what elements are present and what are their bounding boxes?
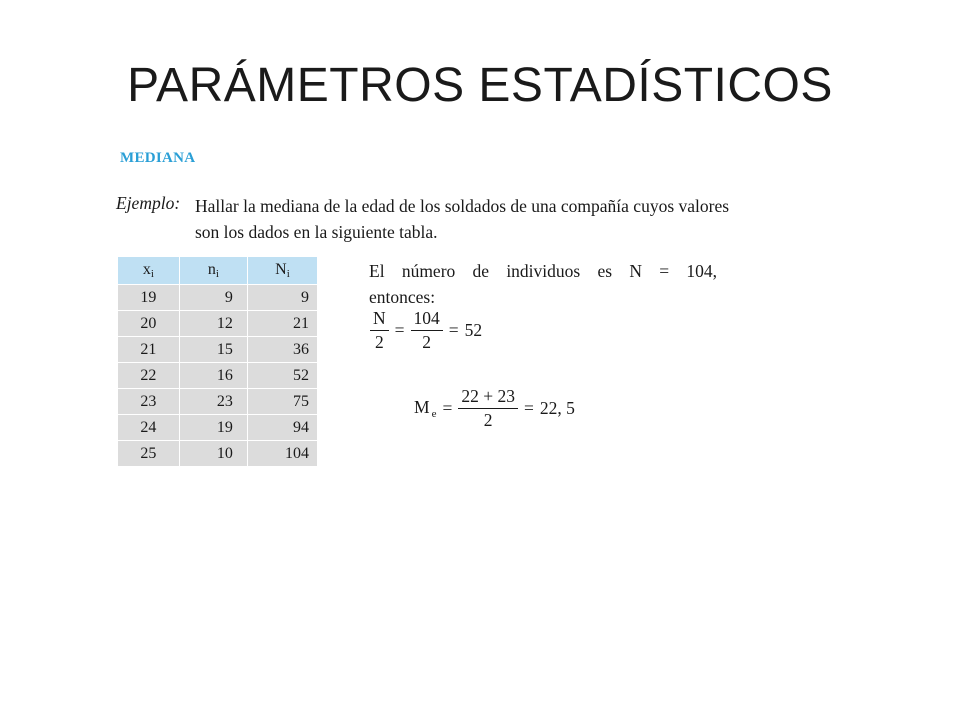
fraction-n-over-2	[370, 308, 389, 353]
table-row	[118, 441, 318, 467]
equals-sign: =	[523, 398, 534, 418]
table-header-row	[118, 257, 318, 285]
fraction-denominator: 2	[483, 410, 493, 430]
median-result: 22, 5	[539, 398, 575, 418]
frequency-table	[117, 256, 318, 467]
table-row	[118, 311, 318, 337]
header-Ni	[247, 257, 317, 285]
header-xi	[118, 257, 180, 285]
fraction-sum-over-2	[458, 386, 518, 431]
fraction-numerator: 104	[411, 308, 443, 331]
section-heading: MEDIANA	[120, 150, 196, 166]
cell-ni: 10	[179, 441, 247, 467]
cell-xi: 24	[118, 415, 180, 441]
median-subscript: e	[431, 408, 437, 420]
cell-xi: 19	[118, 285, 180, 311]
explanation-line-1: El número de individuos es N = 104,	[369, 261, 717, 281]
equation-half-total	[370, 308, 482, 353]
cell-xi: 20	[118, 311, 180, 337]
cell-Ni: 52	[247, 363, 317, 389]
header-subscript: i	[286, 268, 290, 280]
cell-ni: 15	[179, 337, 247, 363]
cell-ni: 23	[179, 389, 247, 415]
cell-Ni: 21	[247, 311, 317, 337]
cell-ni: 16	[179, 363, 247, 389]
equals-sign: =	[448, 320, 459, 340]
header-symbol: n	[207, 261, 216, 278]
slide-title: PARÁMETROS ESTADÍSTICOS	[127, 59, 833, 112]
cell-xi: 22	[118, 363, 180, 389]
equals-sign: =	[442, 398, 453, 418]
table-row	[118, 337, 318, 363]
cell-Ni: 94	[247, 415, 317, 441]
fraction-numerator: N	[370, 308, 389, 331]
equation-result: 52	[464, 320, 483, 340]
explanation-line-2: entonces:	[369, 287, 436, 307]
header-subscript: i	[150, 268, 154, 280]
table-row	[118, 415, 318, 441]
cell-ni: 12	[179, 311, 247, 337]
equals-sign: =	[394, 320, 405, 340]
cell-ni: 9	[179, 285, 247, 311]
cell-ni: 19	[179, 415, 247, 441]
fraction-denominator: 2	[374, 332, 384, 352]
header-subscript: i	[215, 268, 219, 280]
example-statement	[195, 193, 815, 245]
median-symbol	[414, 397, 436, 420]
equation-median	[414, 386, 575, 431]
example-line-1: Hallar la mediana de la edad de los soldados de una compañía cuyos valores	[195, 196, 730, 216]
example-line-2: son los dados en la siguiente tabla.	[195, 222, 438, 242]
example-label: Ejemplo:	[116, 193, 181, 213]
table-row	[118, 285, 318, 311]
cell-Ni: 104	[247, 441, 317, 467]
header-symbol: x	[142, 261, 151, 278]
cell-Ni: 75	[247, 389, 317, 415]
table-row	[118, 389, 318, 415]
median-letter: M	[414, 397, 430, 417]
header-ni	[179, 257, 247, 285]
cell-Ni: 36	[247, 337, 317, 363]
explanation-paragraph	[369, 258, 717, 310]
fraction-104-over-2	[411, 308, 443, 353]
table-row	[118, 363, 318, 389]
cell-xi: 21	[118, 337, 180, 363]
cell-xi: 23	[118, 389, 180, 415]
header-symbol: N	[275, 261, 287, 278]
fraction-denominator: 2	[422, 332, 432, 352]
cell-Ni: 9	[247, 285, 317, 311]
cell-xi: 25	[118, 441, 180, 467]
fraction-numerator: 22 + 23	[458, 386, 518, 409]
